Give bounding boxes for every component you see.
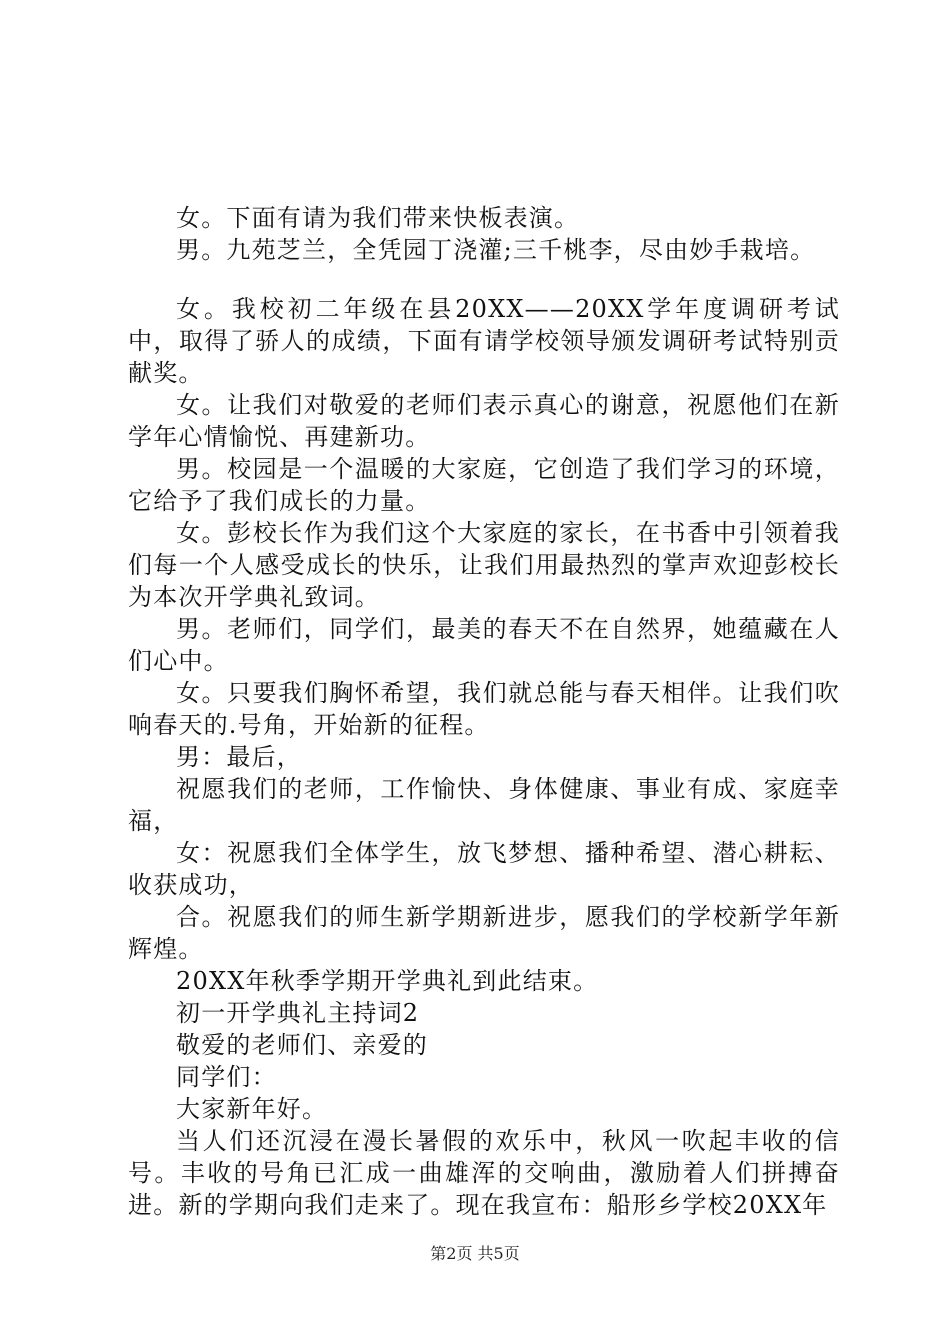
paragraph: 男。九苑芝兰，全凭园丁浇灌;三千桃李，尽由妙手栽培。 [176, 236, 816, 264]
paragraph: 女。我校初二年级在县20XX——20XX学年度调研考试中，取得了骄人的成绩，下面有请学校领导颁发调研考试特别贡献奖。 [128, 295, 840, 387]
paragraph: 男：最后， [176, 743, 302, 771]
paragraph: 敬爱的老师们、亲爱的 [176, 1031, 428, 1059]
section-heading: 初一开学典礼主持词2 [176, 999, 420, 1027]
paragraph: 男。老师们，同学们，最美的春天不在自然界，她蕴藏在人们心中。 [128, 615, 840, 675]
paragraph: 合。祝愿我们的师生新学期新进步，愿我们的学校新学年新辉煌。 [128, 903, 840, 963]
page-number-footer: 第2页 共5页 [430, 1244, 520, 1263]
document-body [128, 202, 840, 1221]
paragraph: 祝愿我们的老师，工作愉快、身体健康、事业有成、家庭幸福， [128, 775, 840, 835]
paragraph: 20XX年秋季学期开学典礼到此结束。 [176, 967, 599, 995]
paragraph: 女。下面有请为我们带来快板表演。 [176, 204, 580, 232]
paragraph: 女。彭校长作为我们这个大家庭的家长，在书香中引领着我们每一个人感受成长的快乐，让我们用最热烈的掌声欢迎彭校长为本次开学典礼致词。 [128, 519, 840, 611]
paragraph: 同学们： [176, 1063, 277, 1091]
paragraph: 女。只要我们胸怀希望，我们就总能与春天相伴。让我们吹响春天的.号角，开始新的征程。 [128, 679, 840, 739]
paragraph: 女：祝愿我们全体学生，放飞梦想、播种希望、潜心耕耘、收获成功， [128, 839, 840, 899]
paragraph: 男。校园是一个温暖的大家庭，它创造了我们学习的环境，它给予了我们成长的力量。 [128, 455, 840, 515]
paragraph: 当人们还沉浸在漫长暑假的欢乐中，秋风一吹起丰收的信号。丰收的号角已汇成一曲雄浑的交响曲，激励着人们拼搏奋进。新的学期向我们走来了。现在我宣布：船形乡学校20XX年 [128, 1127, 840, 1219]
paragraph: 女。让我们对敬爱的老师们表示真心的谢意，祝愿他们在新学年心情愉悦、再建新功。 [128, 391, 840, 451]
paragraph: 大家新年好。 [176, 1095, 328, 1123]
